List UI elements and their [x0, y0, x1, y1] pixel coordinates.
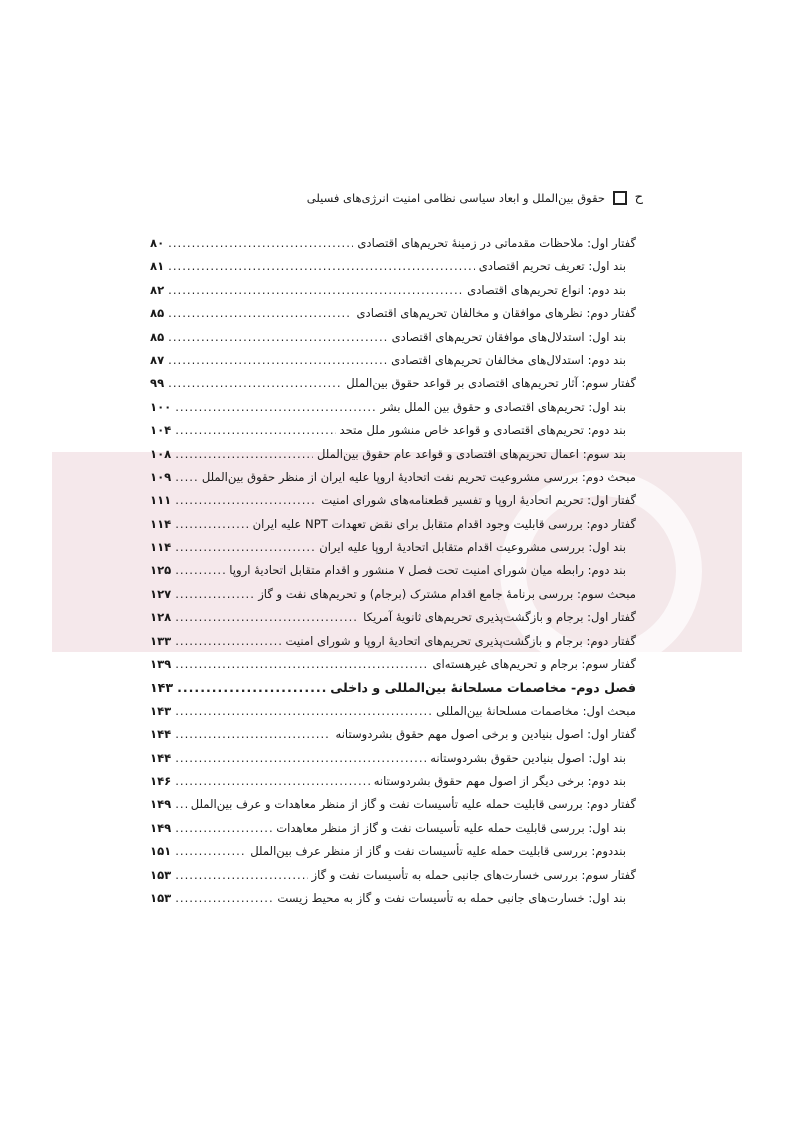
- toc-entry-title: گفتار دوم: بررسی قابلیت حمله علیه تأسیسات نفت و گاز از منظر معاهدات و عرف بین‌الملل: [190, 797, 636, 812]
- dot-leader: [175, 747, 426, 770]
- toc-entry: [150, 583, 636, 606]
- toc-entry-title: گفتار دوم: برجام و بازگشت‌پذیری تحریم‌های اتحادیهٔ اروپا و شورای امنیت: [285, 633, 636, 648]
- toc-entry-page-number: ۱۳۹: [150, 657, 172, 672]
- toc-entry: [150, 864, 636, 887]
- dot-leader: [175, 536, 315, 559]
- toc-entry-page-number: ۹۹: [150, 376, 165, 391]
- running-title: حقوق بین‌الملل و ابعاد سیاسی نظامی امنیت انرژی‌های فسیلی: [306, 191, 605, 205]
- toc-entry: [150, 513, 636, 536]
- dot-leader: [175, 489, 317, 512]
- toc-entry: [150, 606, 636, 629]
- toc-entry: [150, 723, 636, 746]
- table-of-contents: [150, 232, 636, 910]
- toc-entry: [150, 840, 636, 863]
- dot-leader: [175, 770, 369, 793]
- toc-entry: [150, 326, 636, 349]
- toc-entry: [150, 700, 636, 723]
- dot-leader: [175, 723, 331, 746]
- toc-entry-title: بنددوم: بررسی قابلیت حمله علیه تأسیسات نفت و گاز از منظر عرف بین‌الملل: [250, 844, 626, 859]
- toc-entry-page-number: ۱۱۴: [150, 540, 172, 555]
- toc-entry-title: بند دوم: تحریم‌های اقتصادی و قواعد خاص منشور ملل متحد: [339, 423, 626, 438]
- toc-entry: [150, 653, 636, 676]
- toc-entry: [150, 747, 636, 770]
- page-number-letter: ح: [634, 190, 643, 205]
- toc-entry: [150, 887, 636, 910]
- toc-entry-title: بند دوم: استدلال‌های مخالفان تحریم‌های اقتصادی: [391, 352, 626, 367]
- toc-entry-page-number: ۱۲۷: [150, 586, 172, 601]
- toc-entry-title: بند اول: بررسی مشروعیت اقدام متقابل اتحادیهٔ اروپا علیه ایران: [319, 540, 626, 555]
- dot-leader: [175, 700, 432, 723]
- toc-entry-title: بند دوم: رابطه میان شورای امنیت تحت فصل ۷ منشور و اقدام متقابل اتحادیهٔ اروپا: [229, 563, 626, 578]
- dot-leader: [175, 583, 254, 606]
- toc-entry-page-number: ۱۰۴: [150, 423, 172, 438]
- dot-leader: [175, 793, 186, 816]
- toc-entry: [150, 489, 636, 512]
- toc-entry-page-number: ۸۱: [150, 259, 165, 274]
- toc-entry: [150, 396, 636, 419]
- toc-entry-title: مبحث دوم: بررسی مشروعیت تحریم نفت اتحادیهٔ اروپا علیه ایران از منظر حقوق بین‌الملل: [201, 469, 636, 484]
- toc-entry-page-number: ۸۵: [150, 306, 165, 321]
- toc-entry: [150, 302, 636, 325]
- toc-entry-title: گفتار سوم: برجام و تحریم‌های غیرهسته‌ای: [432, 657, 636, 672]
- toc-entry: [150, 793, 636, 816]
- toc-entry-page-number: ۱۰۸: [150, 446, 172, 461]
- toc-entry: [150, 349, 636, 372]
- toc-entry: [150, 559, 636, 582]
- toc-entry-page-number: ۸۰: [150, 236, 165, 250]
- toc-entry-page-number: ۸۲: [150, 282, 165, 297]
- toc-entry-title: بند دوم: برخی دیگر از اصول مهم حقوق بشردوستانه: [373, 773, 626, 788]
- toc-entry-title: گفتار سوم: آثار تحریم‌های اقتصادی بر قواعد حقوق بین‌الملل: [346, 376, 636, 391]
- dot-leader: [175, 443, 313, 466]
- toc-entry: [150, 232, 636, 255]
- toc-entry-page-number: ۱۵۳: [150, 890, 172, 905]
- toc-entry-page-number: ۱۰۹: [150, 469, 172, 484]
- toc-entry-page-number: ۸۷: [150, 352, 165, 367]
- toc-entry-title: مبحث اول: مخاصمات مسلحانهٔ بین‌المللی: [436, 703, 636, 718]
- toc-entry-page-number: ۱۴۹: [150, 797, 172, 812]
- toc-entry-page-number: ۸۵: [150, 329, 165, 344]
- dot-leader: [175, 419, 335, 442]
- dot-leader: [177, 676, 326, 699]
- toc-entry-title: گفتار سوم: بررسی خسارت‌های جانبی حمله به تأسیسات نفت و گاز: [311, 867, 636, 882]
- toc-entry-page-number: ۱۲۵: [150, 563, 172, 578]
- toc-entry-page-number: ۱۵۳: [150, 867, 172, 882]
- toc-entry-page-number: ۱۴۴: [150, 750, 172, 765]
- toc-chapter-entry: [150, 676, 636, 699]
- toc-entry-title: گفتار اول: ملاحظات مقدماتی در زمینهٔ تحریم‌های اقتصادی: [357, 236, 636, 250]
- toc-entry: [150, 817, 636, 840]
- dot-leader: [175, 466, 198, 489]
- dot-leader: [175, 840, 246, 863]
- toc-entry: [150, 466, 636, 489]
- toc-entry-title: بند اول: تعریف تحریم اقتصادی: [478, 259, 626, 274]
- dot-leader: [168, 326, 387, 349]
- toc-entry-page-number: ۱۰۰: [150, 399, 172, 414]
- toc-entry-title: بند اول: اصول بنیادین حقوق بشردوستانه: [430, 750, 626, 765]
- dot-leader: [168, 372, 342, 395]
- toc-entry-title: بند اول: بررسی قابلیت حمله علیه تأسیسات نفت و گاز از منظر معاهدات: [276, 820, 626, 835]
- dot-leader: [175, 887, 273, 910]
- dot-leader: [175, 653, 428, 676]
- dot-leader: [175, 559, 225, 582]
- toc-entry-title: گفتار اول: اصول بنیادین و برخی اصول مهم حقوق بشردوستانه: [335, 727, 636, 742]
- toc-entry-title: بند اول: تحریم‌های اقتصادی و حقوق بین الملل بشر: [380, 399, 626, 414]
- toc-entry: [150, 372, 636, 395]
- dot-leader: [168, 279, 463, 302]
- dot-leader: [168, 302, 352, 325]
- toc-entry-page-number: ۱۴۹: [150, 820, 172, 835]
- toc-entry-title: بند اول: خسارت‌های جانبی حمله به تأسیسات نفت و گاز به محیط زیست: [277, 890, 626, 905]
- toc-entry: [150, 279, 636, 302]
- toc-entry-title: گفتار دوم: نظرهای موافقان و مخالفان تحریم‌های اقتصادی: [356, 306, 636, 321]
- dot-leader: [168, 255, 475, 278]
- dot-leader: [168, 349, 387, 372]
- toc-entry-page-number: ۱۳۳: [150, 633, 172, 648]
- toc-entry-title: گفتار اول: برجام و بازگشت‌پذیری تحریم‌های ثانویهٔ آمریکا: [363, 610, 636, 625]
- toc-entry-title: بند دوم: انواع تحریم‌های اقتصادی: [467, 282, 626, 297]
- toc-entry-title: بند اول: استدلال‌های موافقان تحریم‌های اقتصادی: [391, 329, 626, 344]
- toc-entry-title: گفتار دوم: بررسی قابلیت وجود اقدام متقابل برای نقض تعهدات NPT علیه ایران: [252, 516, 636, 531]
- toc-entry-page-number: ۱۵۱: [150, 844, 172, 859]
- dot-leader: [168, 232, 353, 255]
- page-header: [0, 186, 793, 212]
- toc-entry-page-number: ۱۴۳: [150, 703, 172, 718]
- dot-leader: [175, 513, 248, 536]
- toc-entry: [150, 255, 636, 278]
- toc-entry-page-number: ۱۴۳: [150, 680, 174, 696]
- square-bullet-icon: [613, 191, 627, 205]
- dot-leader: [175, 630, 281, 653]
- toc-entry-page-number: ۱۴۶: [150, 773, 172, 788]
- toc-entry: [150, 770, 636, 793]
- toc-entry: [150, 419, 636, 442]
- toc-entry-page-number: ۱۲۸: [150, 610, 172, 625]
- toc-entry: [150, 443, 636, 466]
- toc-entry-title: بند سوم: اعمال تحریم‌های اقتصادی و قواعد عام حقوق بین‌الملل: [316, 446, 626, 461]
- toc-entry: [150, 630, 636, 653]
- toc-entry-title: گفتار اول: تحریم اتحادیهٔ اروپا و تفسیر قطعنامه‌های شورای امنیت: [321, 493, 636, 508]
- toc-entry-title: فصل دوم- مخاصمات مسلحانهٔ بین‌المللی و داخلی: [330, 680, 636, 696]
- dot-leader: [175, 864, 307, 887]
- toc-entry-page-number: ۱۱۴: [150, 516, 172, 531]
- dot-leader: [175, 396, 376, 419]
- dot-leader: [175, 817, 272, 840]
- toc-entry-page-number: ۱۴۴: [150, 727, 172, 742]
- toc-entry: [150, 536, 636, 559]
- toc-entry-page-number: ۱۱۱: [150, 493, 172, 508]
- toc-entry-title: مبحث سوم: بررسی برنامهٔ جامع اقدام مشترک (برجام) و تحریم‌های نفت و گاز: [258, 586, 636, 601]
- dot-leader: [175, 606, 359, 629]
